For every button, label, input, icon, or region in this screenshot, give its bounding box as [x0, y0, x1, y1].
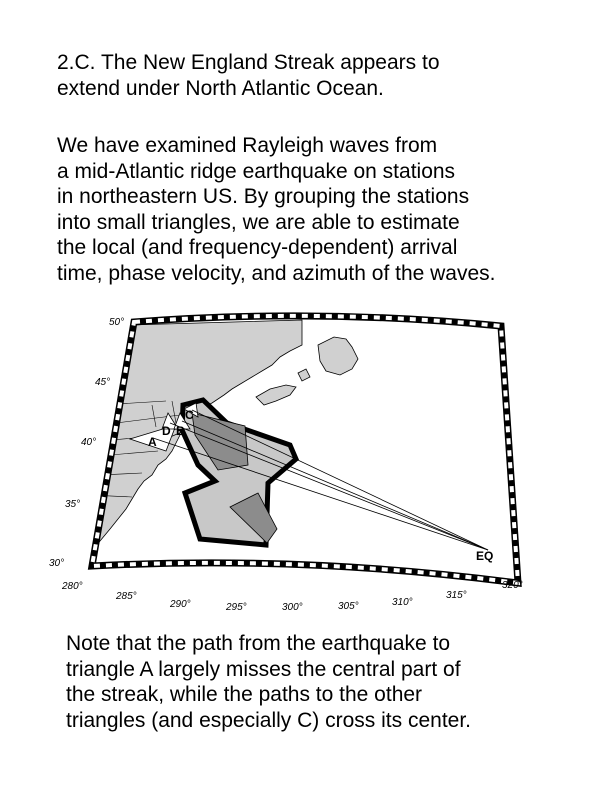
- note-line: Note that the path from the earthquake to: [66, 632, 451, 655]
- note-line: triangles (and especially C) cross its center.: [66, 708, 471, 732]
- intro-line: a mid-Atlantic ridge earthquake on stations: [57, 159, 456, 183]
- lat-label-40: 40°: [81, 437, 97, 448]
- lat-label-30: 30°: [49, 558, 65, 569]
- lon-label-290: 290°: [170, 599, 191, 610]
- map-figure: [40, 305, 540, 610]
- triangle-label-a: A: [148, 435, 157, 449]
- earthquake-label: EQ: [476, 549, 494, 563]
- lon-label-320: 320°: [502, 580, 523, 591]
- lat-label-45: 45°: [95, 377, 111, 388]
- intro-line: time, phase velocity, and azimuth of the waves.: [57, 261, 496, 285]
- lon-label-300: 300°: [282, 602, 303, 610]
- lon-label-310: 310°: [392, 597, 413, 608]
- intro-paragraph: [57, 133, 496, 286]
- lon-label-280: 280°: [62, 581, 83, 592]
- intro-line: in northeastern US. By grouping the stations: [57, 185, 470, 208]
- lon-label-315: 315°: [446, 590, 467, 601]
- triangle-label-b: B: [176, 424, 185, 438]
- triangle-label-c: C: [185, 408, 194, 422]
- lon-label-285: 285°: [116, 591, 137, 602]
- heading-text: [57, 50, 440, 101]
- triangle-label-d: D: [162, 424, 171, 438]
- heading-line: extend under North Atlantic Ocean.: [57, 76, 384, 100]
- lon-label-295: 295°: [226, 602, 247, 610]
- note-paragraph: [66, 631, 471, 733]
- heading-line: 2.C. The New England Streak appears to: [57, 51, 440, 74]
- lat-label-35: 35°: [65, 499, 81, 510]
- intro-line: the local (and frequency-dependent) arrival: [57, 236, 458, 259]
- note-line: triangle A largely misses the central part of: [66, 657, 461, 681]
- lat-label-50: 50°: [109, 317, 125, 328]
- intro-line: We have examined Rayleigh waves from: [57, 134, 438, 157]
- lon-label-305: 305°: [338, 601, 359, 610]
- intro-line: into small triangles, we are able to estimate: [57, 210, 460, 234]
- note-line: the streak, while the paths to the other: [66, 683, 423, 706]
